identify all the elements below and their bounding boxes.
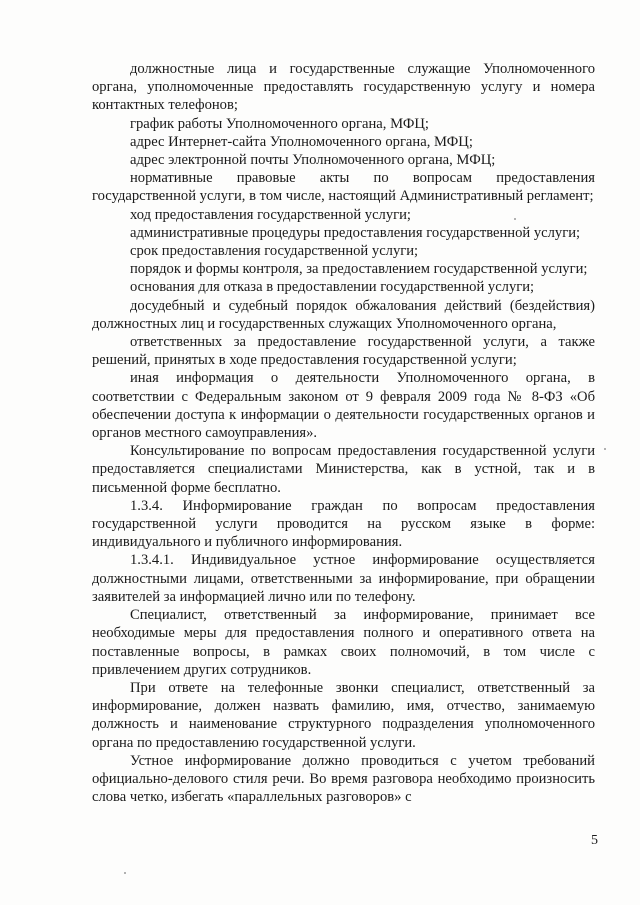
paragraph: график работы Уполномоченного органа, МФЦ;	[130, 115, 429, 132]
paragraph: досудебный и судебный порядок обжалования действий (бездействия) должностных лиц и государственных служащих Уполномоченного органа,	[92, 297, 595, 332]
paragraph: 1.3.4.1. Индивидуальное устное информирование осуществляется должностными лицами, ответственными за информирование, при обращении заявителей за информацией лично или по телефону.	[92, 552, 595, 605]
paragraph: срок предоставления государственной услуги;	[130, 243, 419, 260]
paragraph: При ответе на телефонные звонки специалист, ответственный за информирование, должен назвать фамилию, имя, отчество, занимаемую должность и наименование структурного подразделения уполномоченного органа по предоставлению государственной услуги.	[92, 679, 595, 751]
scan-speck	[514, 218, 516, 220]
paragraph: Консультирование по вопросам предоставления государственной услуги предоставляется специалистами Министерства, как в устной, так и в письменной форме бесплатно.	[92, 443, 595, 496]
page-number: 5	[591, 833, 598, 848]
scan-speck	[124, 872, 126, 874]
scan-speck	[604, 448, 606, 450]
paragraph: порядок и формы контроля, за предоставлением государственной услуги;	[130, 261, 588, 278]
paragraph: должностные лица и государственные служащие Уполномоченного органа, уполномоченные предоставлять государственную услугу и номера контактных телефонов;	[92, 61, 595, 114]
paragraph: ответственных за предоставление государственной услуги, а также решений, принятых в ходе предоставления государственной услуги;	[92, 334, 595, 369]
paragraph: Специалист, ответственный за информирование, принимает все необходимые меры для предоставления полного и оперативного ответа на поставленные вопросы, в рамках своих полномочий, в том числе с привлечением других сотрудников.	[92, 607, 595, 678]
paragraph: Устное информирование должно проводиться с учетом требований официально-делового стиля речи. Во время разговора необходимо произносить слова четко, избегать «параллельных разговоров» с	[92, 752, 595, 806]
paragraph: нормативные правовые акты по вопросам предоставления государственной услуги, в том числе, настоящий Административный регламент;	[92, 170, 595, 205]
paragraph: адрес Интернет-сайта Уполномоченного органа, МФЦ;	[130, 133, 473, 150]
paragraph: основания для отказа в предоставлении государственной услуги;	[130, 279, 535, 296]
paragraph: административные процедуры предоставления государственной услуги;	[130, 224, 581, 241]
document-body	[92, 60, 595, 806]
paragraph: иная информация о деятельности Уполномоченного органа, в соответствии с Федеральным законом от 9 февраля 2009 года № 8-ФЗ «Об обеспечении доступа к информации о деятельности государственных органов и органов местного самоуправления».	[92, 370, 595, 442]
paragraph: 1.3.4. Информирование граждан по вопросам предоставления государственной услуги проводится на русском языке в форме: индивидуального и публичного информирования.	[92, 497, 595, 551]
paragraph: ход предоставления государственной услуги;	[130, 206, 411, 223]
paragraph: адрес электронной почты Уполномоченного органа, МФЦ;	[130, 152, 496, 169]
